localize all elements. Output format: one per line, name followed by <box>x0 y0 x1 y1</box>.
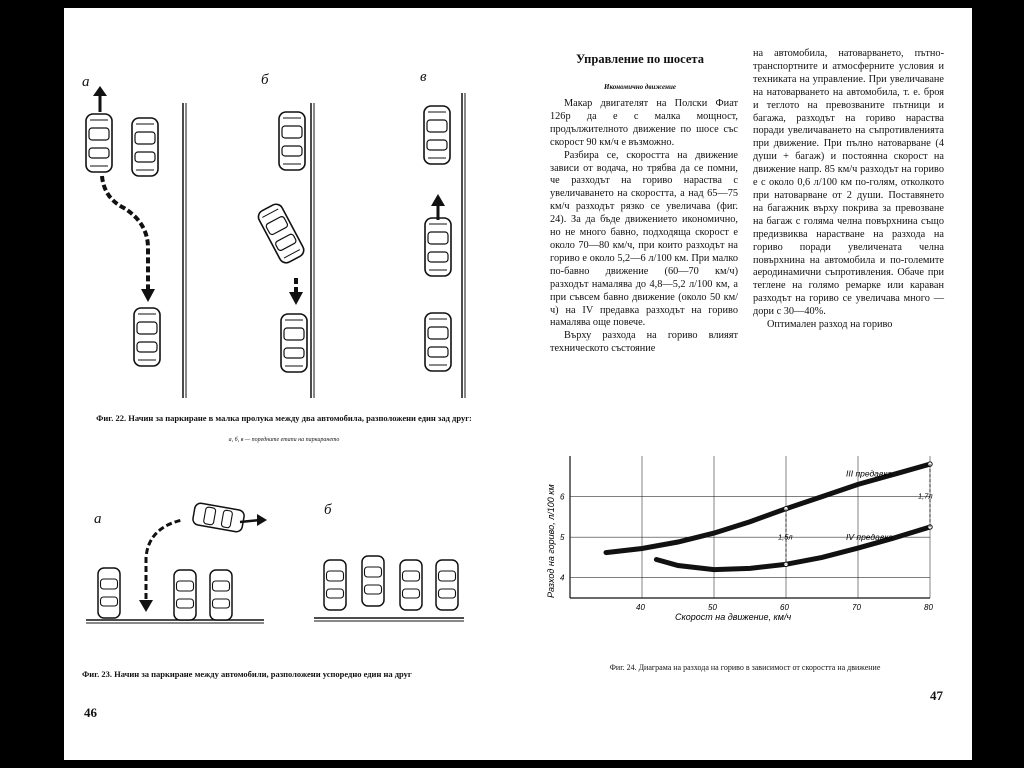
car-front-a <box>132 118 158 176</box>
section-subtitle: Икономично движение <box>604 83 676 91</box>
section-title: Управление по шосета <box>576 52 704 66</box>
fig23-caption: Фиг. 23. Начин за паркиране между автомобили, разположени успоредно един на друг <box>82 669 412 679</box>
fig22-label-a: а <box>82 74 90 90</box>
car-rear-a <box>134 308 160 366</box>
col2-paragraph: на автомобила, натоварването, пътно-транспортните и атмосферните условия и техниката на управление. При увеличаване на натоварването на автомобила, т. е. броя и теглото на превозваните пътници и багажа, разходът на гориво нараства поради увеличаването на съпротивленията при движение. При пълно натоварване (4 души + багаж) и постоянна скорост на движение напр. 85 км/ч разходът на гориво е с около 0,6 л/100 км по-голям, отколкото при натоварване от 2 души. Поставянето на багажник върху покрива за превозване на багаж с голяма челна повърхнина също предизвиква нарастване на разхода на гориво поради увеличената челна повърхнина на автомобила и по-големите аеродинамични съпротивления. Обаче при теглене на голямо ремарке или караван разходът на гориво се увеличава много — дори с 30—40%. <box>753 48 944 318</box>
car-front-v <box>424 106 450 164</box>
fig22-label-v: в <box>420 69 427 85</box>
fig23-label-b: б <box>324 502 332 518</box>
fig23b-car1 <box>324 560 346 610</box>
col1-paragraph: Разбира се, скоростта на движение зависи от водача, но трябва да се помни, че разходът на гориво нараства с увеличаването на скоростта, а над 65—75 км/ч разходът рязко се увеличава (фиг. 24). За да бъде движението икономично, но не много бавно, подходяща скорост е около 70—80 км/ч, при които разходът на гориво е около 5,2—6 л/100 км. При малко по-бавно движение (60—70 км/ч) разходът намалява до 4,8—5,2 л/100 км, а при съвсем бавно движение (около 50 км/ч) на IV предавка разходът на гориво намалява още повече. <box>550 149 738 329</box>
chart-annotation: 1,7л <box>918 491 933 501</box>
col1-paragraph: Върху разхода на гориво влияят техническото състояние <box>550 330 738 355</box>
text-column-2 <box>753 48 944 332</box>
car-moving-b <box>256 202 306 265</box>
page-number-left: 46 <box>84 705 97 720</box>
chart-y-tick-label: 5 <box>560 533 565 543</box>
chart-x-tick-label: 70 <box>852 603 861 612</box>
chart-x-tick-label: 40 <box>636 603 645 612</box>
fig23-label-a: а <box>94 511 102 527</box>
fig22-subcaption: а, б, в — поредните етапи на паркирането <box>228 437 340 443</box>
car-front-b <box>279 112 305 170</box>
car-rear-v <box>425 313 451 371</box>
car-moving-a <box>86 114 112 172</box>
car-moving-v <box>425 218 451 276</box>
fig22-caption: Фиг. 22. Начин за паркиране в малка пролука между два автомобила, разположени един зад друг: <box>96 413 472 423</box>
fig23-car-moving <box>192 502 245 532</box>
fig22-illustration <box>64 8 510 408</box>
fig22-label-b: б <box>261 72 269 88</box>
page-number-right: 47 <box>930 688 943 703</box>
fig23b-car3 <box>400 560 422 610</box>
chart-x-tick-label: 60 <box>780 603 789 612</box>
chart-x-axis-label: Скорост на движение, км/ч <box>675 612 792 622</box>
chart-y-tick-label: 4 <box>560 573 565 583</box>
chart-x-tick-label: 80 <box>924 603 933 612</box>
chart-annotation: 1,5л <box>778 532 793 542</box>
car-rear-b <box>281 314 307 372</box>
fig23-car-mid2 <box>210 570 232 620</box>
right-page <box>510 8 972 760</box>
left-page <box>64 8 510 760</box>
fig23-illustration <box>64 498 510 638</box>
fig23-car-mid1 <box>174 570 196 620</box>
chart-y-tick-label: 6 <box>560 492 565 502</box>
fig24-caption: Фиг. 24. Диаграма на разхода на гориво в зависимост от скоростта на движение <box>609 663 881 672</box>
fig23b-car2 <box>362 556 384 606</box>
col1-paragraph: Макар двигателят на Полски Фиат 126р да е с малка мощност, продължителното движение по шосе със скорост 90 км/ч е възможно. <box>550 98 738 148</box>
chart-series-label: IV предавка <box>846 532 894 543</box>
chart-y-axis-label: Разход на гориво, л/100 км <box>546 484 556 598</box>
fig23-car-left <box>98 568 120 618</box>
chart-x-tick-label: 50 <box>708 603 717 612</box>
col2-paragraph: Оптимален разход на гориво <box>767 319 893 331</box>
chart-series-label: III предавка <box>846 468 893 479</box>
text-column-1 <box>550 98 738 356</box>
fig24-chart <box>530 448 960 628</box>
fig23b-car4 <box>436 560 458 610</box>
